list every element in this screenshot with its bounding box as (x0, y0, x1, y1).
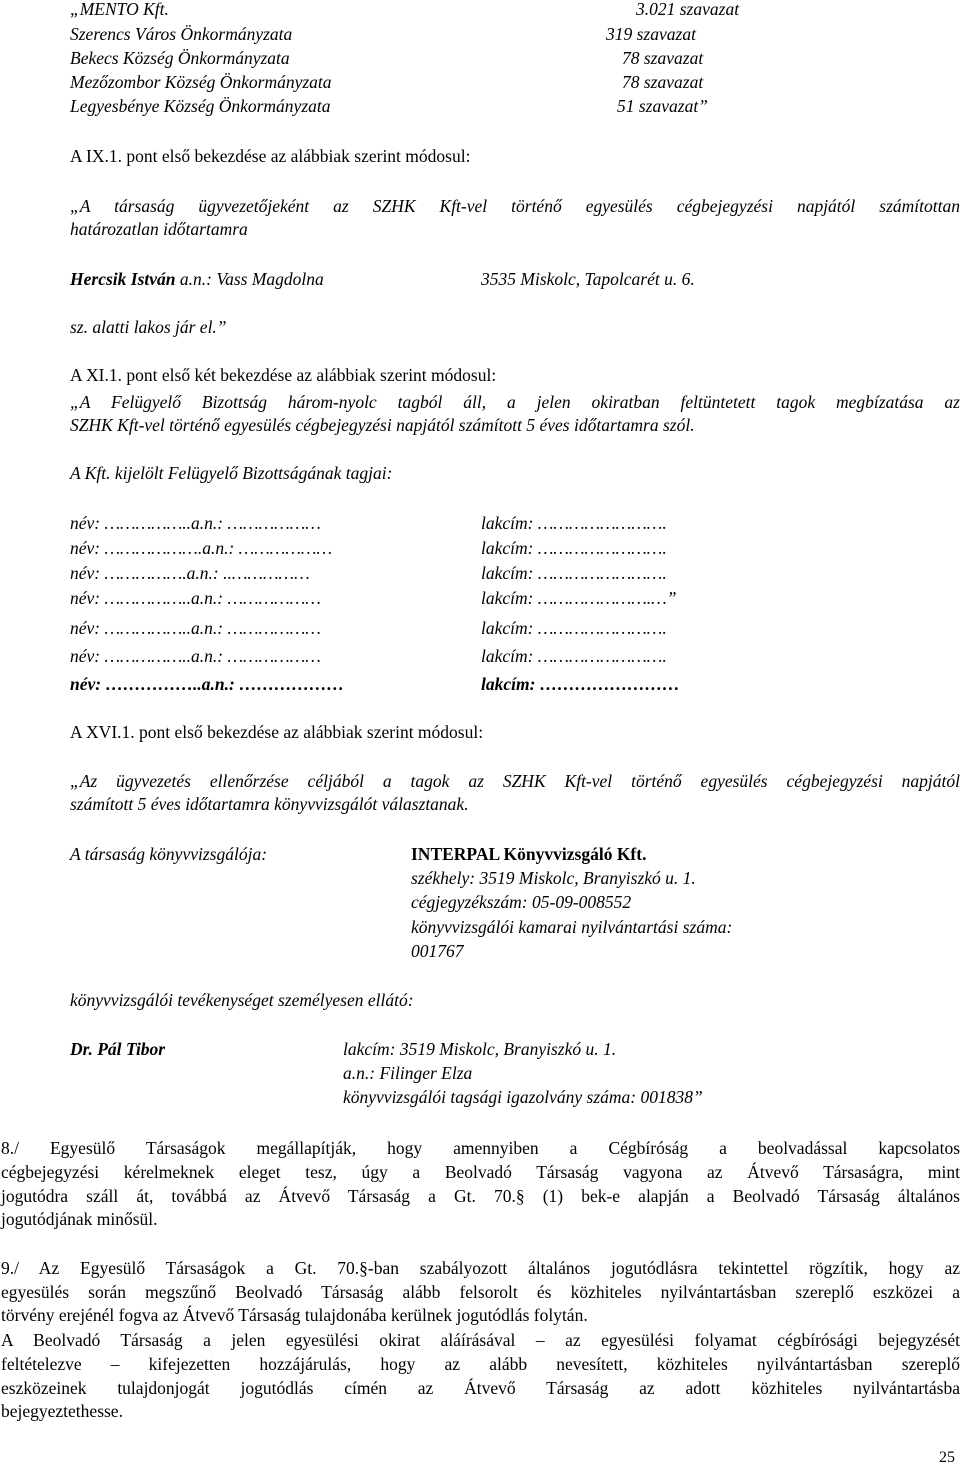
xvi-quote-line: „Az ügyvezetés ellenőrzése céljából a tagok az SZHK Kft-vel történő egyesülés cégbejegyzési napjától (70, 771, 960, 791)
manager-address: 3535 Miskolc, Tapolcarét u. 6. (481, 269, 695, 289)
voter-name: Szerencs Város Önkormányzata (70, 24, 293, 44)
member-address-field: lakcím: ……………………. (481, 646, 667, 666)
voter-votes: 78 szavazat (622, 48, 704, 68)
manager-residence: sz. alatti lakos jár el.” (70, 317, 227, 337)
member-name-field: név: …………….a.n.: ..…………… (70, 563, 310, 583)
paragraph-8-line: jogutódjának minősül. (1, 1209, 158, 1229)
paragraph-8-line: 8./ Egyesülő Társaságok megállapítják, hogy amennyiben a Cégbíróság a beolvadással kapcsolatos (1, 1138, 960, 1158)
paragraph-9-line: egyesülés során megszűnő Beolvadó Társaság alább felsorolt és közhiteles nyilvántartásban szereplő eszközei a (1, 1282, 960, 1302)
member-name-field: név: ……………….a.n.: ……………… (70, 538, 333, 558)
member-name-field: név: ……………..a.n.: ……………… (70, 513, 321, 533)
voter-votes: 51 szavazat” (617, 96, 708, 116)
personal-auditor-name: Dr. Pál Tibor (70, 1039, 166, 1059)
paragraph-8-line: cégbejegyzési kérelmeknek eleget tesz, úgy a Beolvadó Társaság vagyona az Átvevő Társaságra, mint (1, 1162, 960, 1182)
xi-quote-line: „A Felügyelő Bizottság három-nyolc tagból áll, a jelen okiratban feltüntetett tagok megbízatása az (70, 392, 960, 412)
board-members-title: A Kft. kijelölt Felügyelő Bizottságának tagjai: (70, 463, 393, 483)
voter-name: Bekecs Község Önkormányzata (70, 48, 290, 68)
auditor-chamber-label: könyvvizsgálói kamarai nyilvántartási száma: (411, 917, 733, 937)
member-address-field: lakcím: ……………………. (481, 563, 667, 583)
manager-mother: a.n.: Vass Magdolna (175, 269, 324, 289)
voter-name: Mezőzombor Község Önkormányzata (70, 72, 332, 92)
paragraph-9-line: A Beolvadó Társaság a jelen egyesülési okirat aláírásával – az egyesülési folyamat cégbírósági bejegyzését (1, 1330, 960, 1350)
paragraph-9-line: 9./ Az Egyesülő Társaságok a Gt. 70.§-ban szabályozott általános jogutódlásra tekintettel rögzítik, hogy az (1, 1258, 960, 1278)
auditor-registration: cégjegyzékszám: 05-09-008552 (411, 892, 632, 912)
member-name-field: név: ……………..a.n.: ……………… (70, 588, 321, 608)
member-address-field: lakcím: ……………………. (481, 513, 667, 533)
section-heading-xi: A XI.1. pont első két bekezdése az alábbiak szerint módosul: (70, 365, 497, 385)
personal-auditor-label: könyvvizsgálói tevékenységet személyesen ellátó: (70, 990, 414, 1010)
paragraph-9-line: törvény erejénél fogva az Átvevő Társaság tulajdonába kerülnek jogutódlás folytán. (1, 1305, 588, 1325)
voter-votes: 319 szavazat (606, 24, 696, 44)
voter-name: Legyesbénye Község Önkormányzata (70, 96, 331, 116)
auditor-label: A társaság könyvvizsgálója: (70, 844, 268, 864)
manager-name: Hercsik István (70, 269, 176, 289)
auditor-chamber-number: 001767 (411, 941, 464, 961)
ix-quote-line: határozatlan időtartamra (70, 219, 248, 239)
xi-quote-line: SZHK Kft-vel történő egyesülés cégbejegyzési napjától számított 5 éves időtartamra szól. (70, 415, 695, 435)
auditor-seat: székhely: 3519 Miskolc, Branyiszkó u. 1. (411, 868, 696, 888)
member-address-field: lakcím: ………………….…” (481, 588, 677, 608)
personal-auditor-id: könyvvizsgálói tagsági igazolvány száma: 001838” (343, 1087, 703, 1107)
voter-votes: 78 szavazat (622, 72, 704, 92)
page-number: 25 (939, 1449, 955, 1466)
voter-name: „MENTO Kft. (70, 0, 169, 19)
paragraph-8-line: jogutódra száll át, továbbá az Átvevő Társaság a Gt. 70.§ (1) bek-e alapján a Beolvadó Társaság általános (1, 1186, 960, 1206)
member-address-field: lakcím: …………………… (481, 674, 680, 694)
xvi-quote-line: számított 5 éves időtartamra könyvvizsgálót választanak. (70, 794, 469, 814)
ix-quote-line: „A társaság ügyvezetőjeként az SZHK Kft-vel történő egyesülés cégbejegyzési napjától számítottan (70, 196, 960, 216)
personal-auditor-address: lakcím: 3519 Miskolc, Branyiszkó u. 1. (343, 1039, 617, 1059)
personal-auditor-mother: a.n.: Filinger Elza (343, 1063, 473, 1083)
paragraph-9-line: feltételezve – kifejezetten hozzájárulás, hogy az alább nevesített, közhiteles nyilvántartásban szereplő (1, 1354, 960, 1374)
member-name-field: név: ……………..a.n.: ……………… (70, 646, 321, 666)
member-name-field: név: ……………..a.n.: ……………… (70, 674, 345, 694)
section-heading-xvi: A XVI.1. pont első bekezdése az alábbiak szerint módosul: (70, 722, 484, 742)
paragraph-9-line: eszközeinek tulajdonjogát jogutódlás címén az Átvevő Társaság az adott közhiteles nyilvántartásba (1, 1378, 960, 1398)
member-address-field: lakcím: ……………………. (481, 618, 667, 638)
section-heading-ix: A IX.1. pont első bekezdése az alábbiak szerint módosul: (70, 146, 471, 166)
paragraph-9-line: bejegyeztethesse. (1, 1401, 123, 1421)
member-address-field: lakcím: ……………………. (481, 538, 667, 558)
voter-votes: 3.021 szavazat (636, 0, 740, 19)
auditor-name: INTERPAL Könyvvizsgáló Kft. (411, 844, 647, 864)
member-name-field: név: ……………..a.n.: ……………… (70, 618, 321, 638)
manager-line (70, 268, 324, 290)
